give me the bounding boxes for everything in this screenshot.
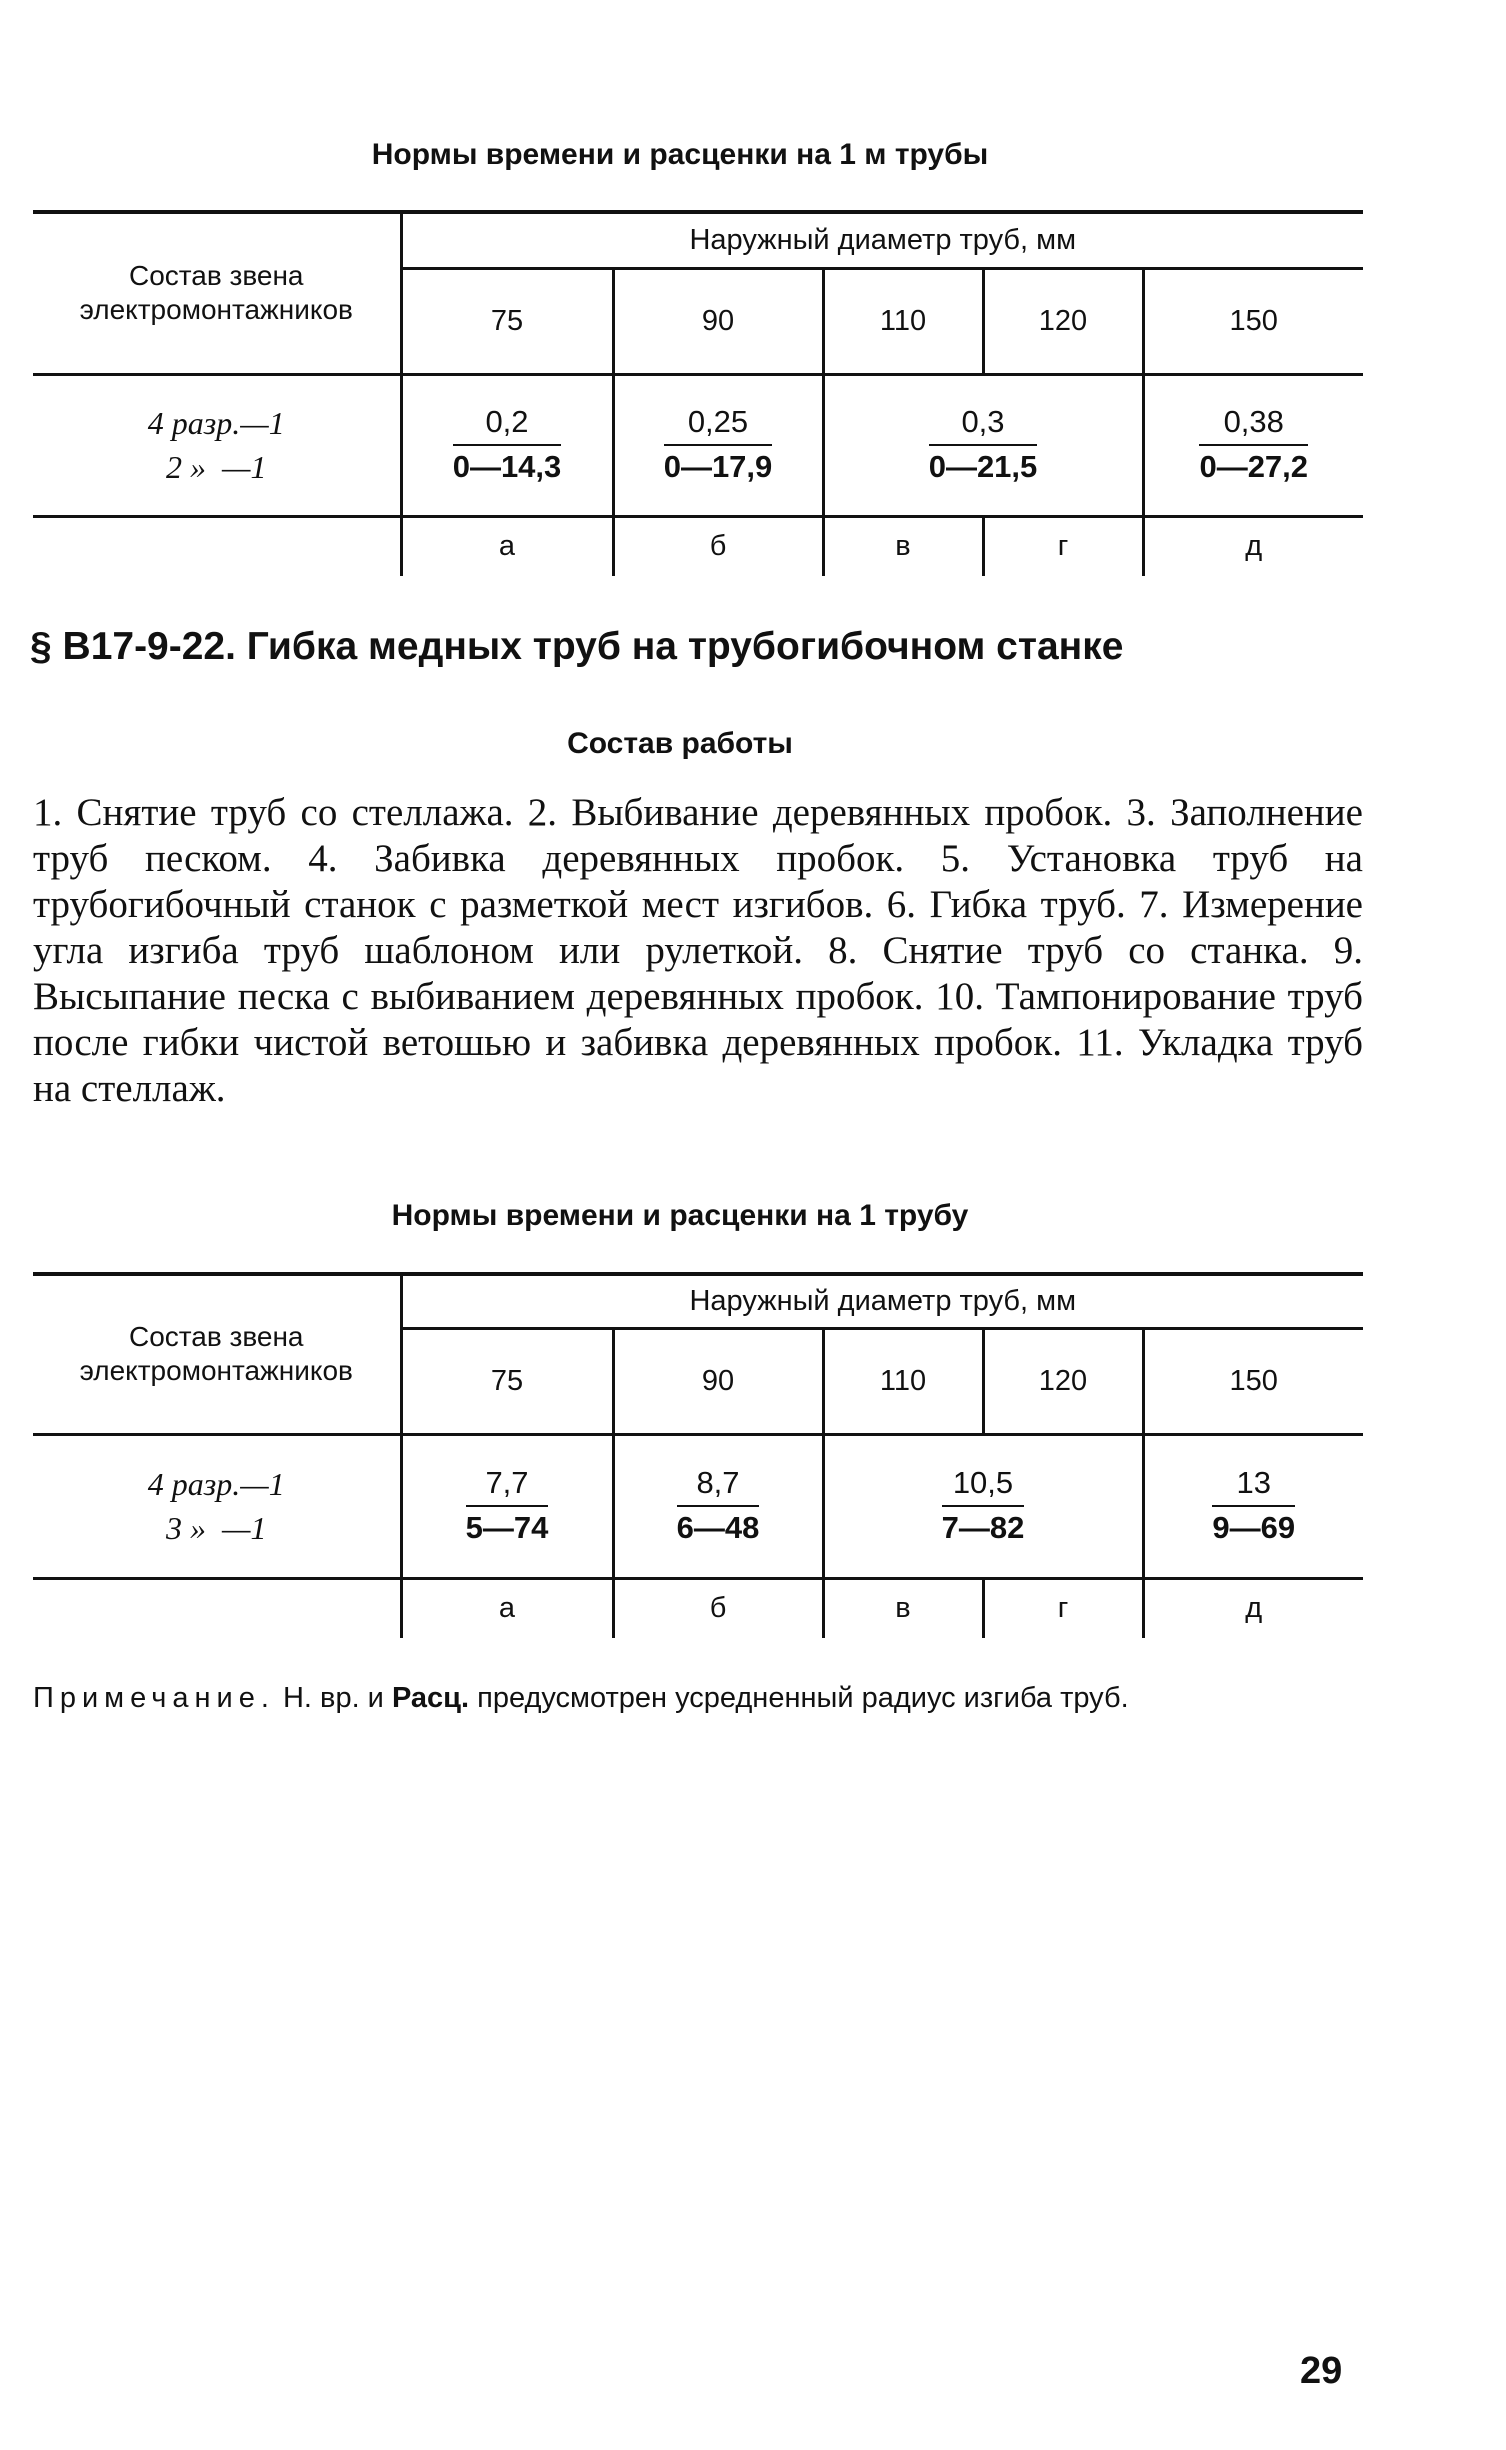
value-cell: [823, 1434, 1143, 1578]
rate: 6—48: [676, 1510, 760, 1545]
column-letter: б: [613, 1578, 823, 1638]
work-composition-title: Состав работы: [567, 727, 793, 760]
note-text: Расц.: [391, 1682, 470, 1714]
diameter-90: 90: [613, 1328, 823, 1434]
page-number: 29: [1300, 2350, 1343, 2392]
crew-composition: [33, 1434, 401, 1578]
column-letter: б: [613, 516, 823, 576]
time-norm: 10,5: [942, 1463, 1025, 1507]
value-cell: [401, 1434, 613, 1578]
table1-title: Нормы времени и расценки на 1 м трубы: [371, 138, 989, 171]
diameter-75: 75: [401, 268, 613, 374]
note-text: Н. вр. и: [274, 1682, 392, 1714]
time-norm: 0,38: [1199, 402, 1308, 446]
diameter-150: 150: [1143, 1328, 1363, 1434]
rate: 0—17,9: [663, 449, 773, 484]
crew-header: Состав звена электромонтажников: [33, 212, 401, 374]
diameter-header: Наружный диаметр труб, мм: [401, 212, 1363, 268]
diameter-150: 150: [1143, 268, 1363, 374]
time-norm: 8,7: [677, 1463, 760, 1507]
norms-table-2: [33, 1272, 1363, 1638]
column-letter: д: [1143, 1578, 1363, 1638]
diameter-90: 90: [613, 268, 823, 374]
crew-line: 4 разр.—1: [147, 405, 285, 441]
diameter-120: 120: [983, 1328, 1143, 1434]
column-letter: а: [401, 516, 613, 576]
note-text: усредненный радиус изгиба труб.: [667, 1682, 1129, 1714]
column-letter: в: [823, 1578, 983, 1638]
rate: 5—74: [465, 1510, 549, 1545]
value-cell: [823, 374, 1143, 516]
table2-title: Нормы времени и расценки на 1 трубу: [391, 1199, 969, 1232]
note-text: предусмотрен: [469, 1682, 668, 1714]
column-letter: в: [823, 516, 983, 576]
crew-line: 2 » —1: [166, 449, 267, 485]
diameter-110: 110: [823, 1328, 983, 1434]
rate: 0—21,5: [928, 449, 1038, 484]
column-letter: д: [1143, 516, 1363, 576]
note-lead: Примечание.: [33, 1682, 275, 1714]
crew-line: 3 » —1: [166, 1510, 267, 1546]
diameter-header: Наружный диаметр труб, мм: [401, 1274, 1363, 1328]
crew-header: Состав звена электромонтажников: [33, 1274, 401, 1434]
work-composition-text: 1. Снятие труб со стеллажа. 2. Выбивание деревянных пробок. 3. Заполнение труб песком. 4. Забивка деревянных пробок. 5. Установка труб на трубогибочный станок с разметкой мест изгибов. 6. Гибка труб. 7. Измерение угла изгиба труб шаблоном или рулеткой. 8. Снятие труб со станка. 9. Высыпание песка с выбиванием деревянных пробок. 10. Тампонирование труб после гибки чистой ветошью и забивка деревянных пробок. 11. Укладка труб на стеллаж.: [33, 791, 1363, 1110]
value-cell: [613, 374, 823, 516]
crew-line: 4 разр.—1: [147, 1466, 285, 1502]
value-cell: [613, 1434, 823, 1578]
norms-table-1: [33, 210, 1363, 576]
section-title: § В17-9-22. Гибка медных труб на трубогибочном станке: [30, 625, 1124, 668]
diameter-110: 110: [823, 268, 983, 374]
rate: 9—69: [1212, 1510, 1296, 1545]
column-letter: г: [983, 516, 1143, 576]
diameter-120: 120: [983, 268, 1143, 374]
rate: 0—27,2: [1199, 449, 1309, 484]
value-cell: [1143, 1434, 1363, 1578]
time-norm: 13: [1212, 1463, 1295, 1507]
diameter-75: 75: [401, 1328, 613, 1434]
time-norm: 0,3: [929, 402, 1038, 446]
value-cell: [401, 374, 613, 516]
rate: 0—14,3: [452, 449, 562, 484]
time-norm: 0,2: [453, 402, 562, 446]
crew-composition: [33, 374, 401, 516]
column-letter: а: [401, 1578, 613, 1638]
column-letter: г: [983, 1578, 1143, 1638]
rate: 7—82: [941, 1510, 1025, 1545]
time-norm: 0,25: [664, 402, 773, 446]
table-note: [33, 1678, 1363, 1718]
time-norm: 7,7: [466, 1463, 549, 1507]
value-cell: [1143, 374, 1363, 516]
